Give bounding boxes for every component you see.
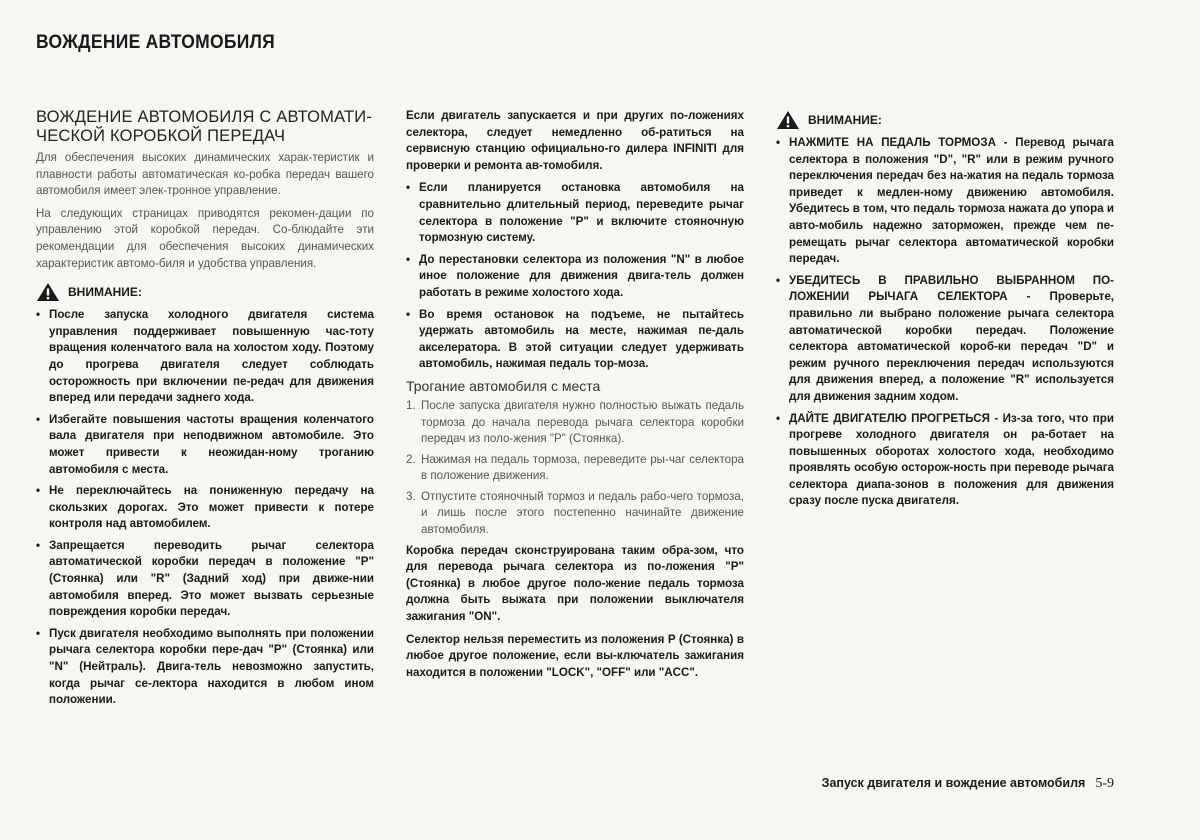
step-number: 3. bbox=[406, 489, 416, 503]
step-number: 2. bbox=[406, 452, 416, 466]
step-text: Отпустите стояночный тормоз и педаль рабо-чего тормоза, и лишь после этого постепенно начинайте движение автомобиля. bbox=[421, 489, 744, 537]
bullet-list bbox=[406, 180, 744, 373]
step-text: После запуска двигателя нужно полностью выжать педаль тормоза до начала перевода рычага селектора коробки передач из поло-жения "P" (Стоянка). bbox=[421, 398, 744, 446]
intro-paragraph-2: На следующих страницах приводятся рекомен-дации по управлению этой коробкой передач. Со-блюдайте эти рекомендации для обеспечения высоких динамических характеристик автомо-биля и удобства управления. bbox=[36, 206, 374, 270]
page-number: 5-9 bbox=[1095, 776, 1114, 791]
list-item: • До перестановки селектора из положения "N" в любое иное положение для движения двига-тель должен работать в режиме холостого хода. bbox=[406, 252, 744, 302]
step-text: Нажимая на педаль тормоза, переведите ры-чаг селектора в положение движения. bbox=[421, 452, 744, 483]
warning-list bbox=[776, 135, 1114, 510]
column-2 bbox=[406, 108, 744, 687]
warning-label: ВНИМАНИЕ: bbox=[808, 112, 882, 127]
section-title: ВОЖДЕНИЕ АВТОМОБИЛЯ С АВТОМАТИ-ЧЕСКОЙ КОРОБКОЙ ПЕРЕДАЧ bbox=[36, 108, 373, 145]
step-item bbox=[406, 452, 744, 485]
list-item: • После запуска холодного двигателя система управления поддерживает повышенную час-тоту вращения коленчатого вала на холостом ходу. Поэтому до прогрева двигателя следует соблюдать осторожность при включении пе-редач для движения вперед или передачи заднего хода. bbox=[36, 307, 374, 407]
continuation-paragraph: Если двигатель запускается и при других по-ложениях селектора, следует немедленно об-ратиться на сервисную станцию официально-го дилера INFINITI для проверки и ремонта ав-томобиля. bbox=[406, 109, 744, 172]
list-item: • Во время остановок на подъеме, не пытайтесь удержать автомобиль на месте, нажимая пе-даль акселератора. В этой ситуации следует удерживать автомобиль, нажимая педаль тор-моза. bbox=[406, 307, 744, 373]
list-item: • НАЖМИТЕ НА ПЕДАЛЬ ТОРМОЗА - Перевод рычага селектора в положения "D", "R" или в режим ручного переключения передач без на-жатия на педаль тормоза приведет к медлен-ному движению автомобиля. Убедитесь в том, что педаль тормоза нажата до упора и авто-мобиль надежно заторможен, прежде чем пе-ремещать рычаг селектора автоматической коробки передач. bbox=[776, 135, 1114, 268]
list-item: • ДАЙТЕ ДВИГАТЕЛЮ ПРОГРЕТЬСЯ - Из-за того, что при прогреве холодного двигателя он ра-ботает на повышенных оборотах холостого хода, необходимо проявлять особую осторож-ность при переводе рычага селектора диапа-зонов в положения для движения сразу после пуска двигателя. bbox=[776, 411, 1114, 511]
list-item: • Если планируется остановка автомобиля на сравнительно длительный период, переведите рычаг селектора в положение "P" и включите стояночную тормозную систему. bbox=[406, 180, 744, 246]
column-1 bbox=[36, 108, 374, 714]
steps-list bbox=[406, 398, 744, 539]
list-item: • Запрещается переводить рычаг селектора автоматической коробки передач в положение "P" (Стоянка) или "R" (Задний ход) при движе-нии автомобиля вперед. Это может вызвать серьезные повреждения коробки передач. bbox=[36, 538, 374, 621]
body-paragraph-1: Коробка передач сконструирована таким обра-зом, что для перевода рычага селектора из по-ложения "P" (Стоянка) в любое другое поло-жение педаль тормоза должна быть выжата при положении выключателя зажигания "ON". bbox=[406, 543, 744, 624]
step-number: 1. bbox=[406, 398, 416, 412]
warning-triangle-icon bbox=[776, 110, 800, 130]
page-footer bbox=[822, 776, 1114, 792]
list-item: • Пуск двигателя необходимо выполнять при положении рычага селектора коробки пере-дач "P" (Стоянка) или "N" (Нейтраль). Двига-тель невозможно запустить, когда рычаг се-лектора находится в любом ином положении. bbox=[36, 626, 374, 709]
list-item: • Не переключайтесь на пониженную передачу на скользких дорогах. Это может привести к потере контроля над автомобилем. bbox=[36, 483, 374, 533]
footer-section-title: Запуск двигателя и вождение автомобиля bbox=[821, 776, 1086, 790]
warning-heading bbox=[36, 282, 374, 302]
step-item bbox=[406, 489, 744, 539]
intro-paragraph-1: Для обеспечения высоких динамических харак-теристик и плавности работы автоматическая ко-робка передач вашего автомобиля имеет элек-тронное управление. bbox=[36, 151, 374, 198]
step-item bbox=[406, 398, 744, 448]
list-item: • Избегайте повышения частоты вращения коленчатого вала двигателя при неподвижном автомобиле. Это может привести к неожидан-ному троганию автомобиля с места. bbox=[36, 412, 374, 478]
warning-heading bbox=[776, 110, 1114, 130]
warning-triangle-icon bbox=[36, 282, 60, 302]
warning-label: ВНИМАНИЕ: bbox=[68, 284, 142, 299]
page-header: ВОЖДЕНИЕ АВТОМОБИЛЯ bbox=[36, 32, 275, 53]
body-paragraph-2: Селектор нельзя переместить из положения P (Стоянка) в любое другое положение, если вы-ключатель зажигания находится в положении "LOCK", "OFF" или "ACC". bbox=[406, 632, 744, 679]
warning-list bbox=[36, 307, 374, 709]
subsection-title: Трогание автомобиля с места bbox=[406, 377, 601, 394]
column-3 bbox=[776, 108, 1114, 515]
list-item: • УБЕДИТЕСЬ В ПРАВИЛЬНО ВЫБРАННОМ ПО-ЛОЖЕНИИ РЫЧАГА СЕЛЕКТОРА - Проверьте, правильно ли выбрано положение рычага селектора автоматической коробки передач. Положение селектора автоматической короб-ки передач "D" и режим ручного переключения передач используются для движения вперед, а положение "R" используется для движения задним ходом. bbox=[776, 273, 1114, 406]
